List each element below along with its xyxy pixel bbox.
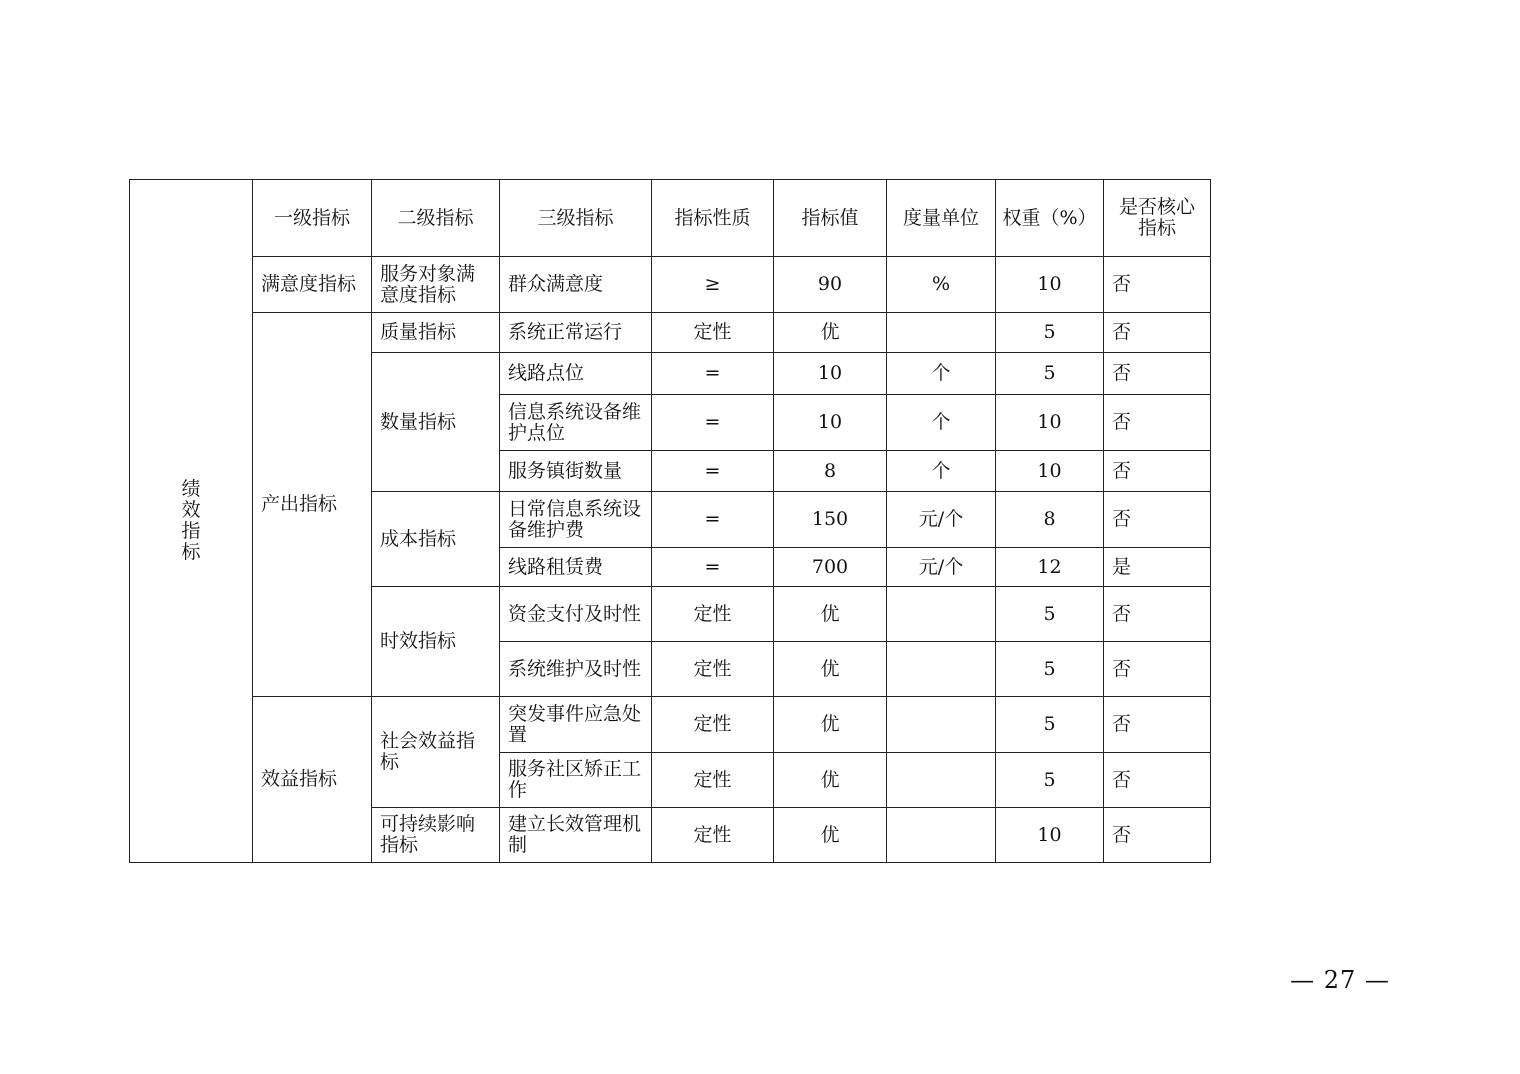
table-row [130,313,1211,353]
weight-cell: 10 [996,257,1104,313]
nature-cell: = [652,451,774,492]
value-cell: 10 [774,395,887,451]
unit-cell: 元/个 [887,548,996,587]
category-label-char: 指 [181,520,201,542]
core-cell: 否 [1104,587,1211,642]
weight-cell: 5 [996,753,1104,808]
category-label-char: 标 [181,541,201,563]
nature-cell: 定性 [652,697,774,753]
level2-cell: 时效指标 [372,587,500,697]
category-label-char: 绩 [181,478,201,500]
value-cell: 8 [774,451,887,492]
level1-cell: 产出指标 [253,313,372,697]
header-level2: 二级指标 [372,180,500,257]
value-cell: 优 [774,313,887,353]
weight-cell: 5 [996,587,1104,642]
weight-cell: 5 [996,697,1104,753]
level3-cell: 建立长效管理机制 [500,808,652,863]
unit-cell: 个 [887,451,996,492]
core-cell: 是 [1104,548,1211,587]
level3-cell: 信息系统设备维护点位 [500,395,652,451]
value-cell: 10 [774,353,887,395]
unit-cell [887,642,996,697]
level2-cell: 服务对象满意度指标 [372,257,500,313]
level3-cell: 日常信息系统设备维护费 [500,492,652,548]
weight-cell: 10 [996,808,1104,863]
core-cell: 否 [1104,451,1211,492]
value-cell: 150 [774,492,887,548]
unit-cell: 个 [887,353,996,395]
nature-cell: = [652,353,774,395]
nature-cell: 定性 [652,587,774,642]
page-number: — 27 — [1290,966,1390,994]
value-cell: 优 [774,587,887,642]
core-cell: 否 [1104,395,1211,451]
core-cell: 否 [1104,353,1211,395]
level1-cell: 效益指标 [253,697,372,863]
value-cell: 优 [774,642,887,697]
unit-cell [887,697,996,753]
level3-cell: 服务镇街数量 [500,451,652,492]
level2-cell: 数量指标 [372,353,500,492]
category-label-char: 效 [181,499,201,521]
value-cell: 90 [774,257,887,313]
header-row [130,180,1211,257]
header-level1: 一级指标 [253,180,372,257]
weight-cell: 5 [996,353,1104,395]
level3-cell: 线路租赁费 [500,548,652,587]
header-level3: 三级指标 [500,180,652,257]
core-cell: 否 [1104,753,1211,808]
unit-cell: 个 [887,395,996,451]
level3-cell: 群众满意度 [500,257,652,313]
unit-cell [887,808,996,863]
category-label-cell [130,180,253,863]
nature-cell: 定性 [652,642,774,697]
weight-cell: 8 [996,492,1104,548]
header-weight: 权重（%） [996,180,1104,257]
nature-cell: = [652,395,774,451]
level3-cell: 线路点位 [500,353,652,395]
nature-cell: 定性 [652,808,774,863]
header-unit: 度量单位 [887,180,996,257]
performance-indicator-table [129,179,1211,863]
unit-cell: % [887,257,996,313]
level3-cell: 资金支付及时性 [500,587,652,642]
header-value: 指标值 [774,180,887,257]
level2-cell: 成本指标 [372,492,500,587]
weight-cell: 5 [996,642,1104,697]
level1-cell: 满意度指标 [253,257,372,313]
weight-cell: 10 [996,395,1104,451]
level3-cell: 突发事件应急处置 [500,697,652,753]
unit-cell [887,313,996,353]
weight-cell: 12 [996,548,1104,587]
nature-cell: = [652,492,774,548]
header-nature: 指标性质 [652,180,774,257]
nature-cell: = [652,548,774,587]
unit-cell [887,753,996,808]
core-cell: 否 [1104,313,1211,353]
nature-cell: 定性 [652,753,774,808]
weight-cell: 5 [996,313,1104,353]
value-cell: 优 [774,697,887,753]
nature-cell: 定性 [652,313,774,353]
table-row [130,697,1211,753]
level2-cell: 质量指标 [372,313,500,353]
level2-cell: 可持续影响指标 [372,808,500,863]
core-cell: 否 [1104,808,1211,863]
nature-cell: ≥ [652,257,774,313]
value-cell: 700 [774,548,887,587]
weight-cell: 10 [996,451,1104,492]
core-cell: 否 [1104,642,1211,697]
value-cell: 优 [774,808,887,863]
value-cell: 优 [774,753,887,808]
level3-cell: 服务社区矫正工作 [500,753,652,808]
table-row [130,257,1211,313]
level3-cell: 系统维护及时性 [500,642,652,697]
level3-cell: 系统正常运行 [500,313,652,353]
level2-cell: 社会效益指标 [372,697,500,808]
unit-cell: 元/个 [887,492,996,548]
header-core: 是否核心指标 [1104,180,1211,257]
core-cell: 否 [1104,697,1211,753]
core-cell: 否 [1104,257,1211,313]
core-cell: 否 [1104,492,1211,548]
unit-cell [887,587,996,642]
